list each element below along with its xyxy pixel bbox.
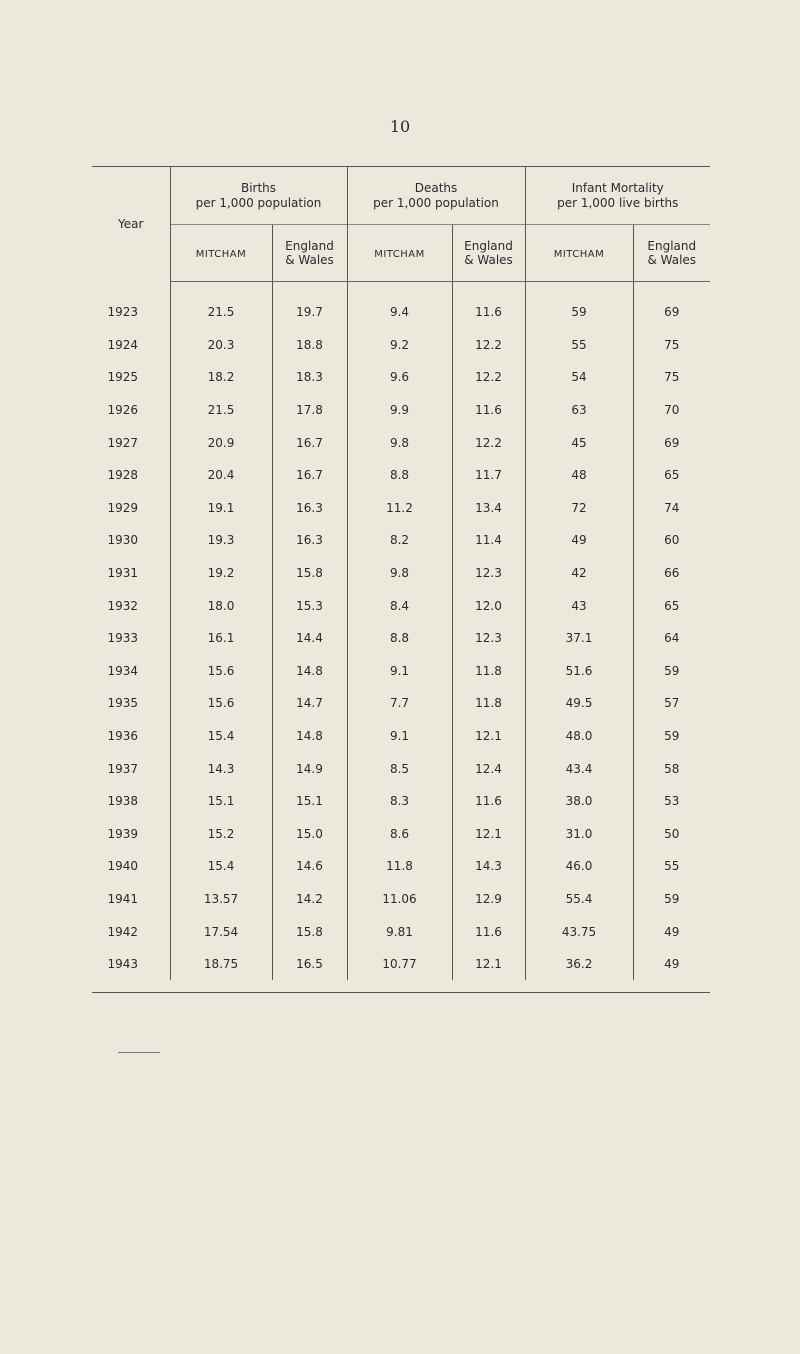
- table-row: [92, 282, 710, 329]
- deaths-subtitle: per 1,000 population: [373, 195, 499, 210]
- table-row: [92, 459, 710, 492]
- year-cell: 1937: [107, 761, 139, 776]
- infant-mitcham-cell: 43: [525, 589, 633, 622]
- infant-england-wales-cell: 60: [633, 524, 710, 557]
- deaths-mitcham-cell: 9.81: [347, 915, 452, 948]
- table-row: [92, 557, 710, 590]
- births-england-wales-cell: 16.7: [272, 459, 347, 492]
- year-cell: 1940: [107, 859, 139, 874]
- infant-england-wales-cell: 49: [633, 948, 710, 981]
- infant-mitcham-cell: 38.0: [525, 785, 633, 818]
- infant-mitcham-cell: 48: [525, 459, 633, 492]
- infant-mortality-title: Infant Mortality: [571, 181, 664, 196]
- births-england-wales-cell: 14.9: [272, 752, 347, 785]
- infant-england-wales-cell: 55: [633, 850, 710, 883]
- deaths-mitcham-cell: 8.3: [347, 785, 452, 818]
- births-mitcham-cell: 15.4: [170, 850, 272, 883]
- deaths-england-wales-cell: 12.9: [452, 883, 525, 916]
- infant-mitcham-cell: 36.2: [525, 948, 633, 981]
- infant-england-wales-cell: 50: [633, 818, 710, 851]
- births-mitcham-cell: 20.3: [170, 329, 272, 362]
- births-mitcham-cell: 13.57: [170, 883, 272, 916]
- infant-england-wales-cell: 64: [633, 622, 710, 655]
- births-mitcham-cell: 15.2: [170, 818, 272, 851]
- deaths-england-wales-cell: 11.6: [452, 915, 525, 948]
- infant-england-wales-cell: 70: [633, 394, 710, 427]
- table-row: [92, 915, 710, 948]
- table-header: [92, 167, 710, 282]
- table-row: [92, 655, 710, 688]
- infant-england-wales-cell: 69: [633, 426, 710, 459]
- table-row: [92, 622, 710, 655]
- table-row: [92, 785, 710, 818]
- year-cell: 1925: [107, 370, 139, 385]
- table-body: [92, 282, 710, 981]
- infant-england-wales-header: England & Wales: [633, 225, 710, 282]
- deaths-england-wales-cell: 11.8: [452, 687, 525, 720]
- year-cell: 1932: [107, 598, 139, 613]
- deaths-mitcham-cell: 9.9: [347, 394, 452, 427]
- births-mitcham-cell: 18.0: [170, 589, 272, 622]
- year-cell: 1933: [107, 631, 139, 646]
- deaths-mitcham-cell: 9.2: [347, 329, 452, 362]
- infant-mitcham-cell: 72: [525, 492, 633, 525]
- year-cell: 1939: [107, 826, 139, 841]
- infant-mitcham-cell: 55.4: [525, 883, 633, 916]
- deaths-england-wales-cell: 13.4: [452, 492, 525, 525]
- table-row: [92, 329, 710, 362]
- deaths-england-wales-cell: 11.6: [452, 394, 525, 427]
- table-row: [92, 818, 710, 851]
- year-cell: 1926: [107, 403, 139, 418]
- deaths-mitcham-cell: 8.2: [347, 524, 452, 557]
- table-row: [92, 687, 710, 720]
- decorative-dash: [118, 1052, 160, 1053]
- year-cell: 1930: [107, 533, 139, 548]
- deaths-england-wales-cell: 12.1: [452, 720, 525, 753]
- deaths-mitcham-cell: 8.8: [347, 459, 452, 492]
- infant-england-wales-cell: 59: [633, 883, 710, 916]
- table-row: [92, 752, 710, 785]
- year-cell: 1928: [107, 468, 139, 483]
- deaths-title: Deaths: [414, 181, 458, 196]
- infant-mortality-subtitle: per 1,000 live births: [557, 195, 679, 210]
- deaths-mitcham-cell: 9.8: [347, 426, 452, 459]
- infant-mitcham-cell: 49.5: [525, 687, 633, 720]
- deaths-england-wales-cell: 11.7: [452, 459, 525, 492]
- births-mitcham-cell: 15.6: [170, 655, 272, 688]
- deaths-mitcham-cell: 7.7: [347, 687, 452, 720]
- table-row: [92, 361, 710, 394]
- births-england-wales-cell: 14.8: [272, 655, 347, 688]
- infant-england-wales-cell: 65: [633, 459, 710, 492]
- births-england-wales-cell: 16.5: [272, 948, 347, 981]
- infant-england-wales-cell: 75: [633, 361, 710, 394]
- births-mitcham-cell: 17.54: [170, 915, 272, 948]
- births-mitcham-cell: 18.75: [170, 948, 272, 981]
- infant-england-wales-cell: 57: [633, 687, 710, 720]
- infant-england-wales-cell: 66: [633, 557, 710, 590]
- deaths-england-wales-cell: 12.1: [452, 818, 525, 851]
- deaths-england-wales-cell: 12.3: [452, 622, 525, 655]
- deaths-mitcham-cell: 8.6: [347, 818, 452, 851]
- births-england-wales-cell: 15.0: [272, 818, 347, 851]
- infant-mitcham-cell: 51.6: [525, 655, 633, 688]
- deaths-mitcham-cell: 11.2: [347, 492, 452, 525]
- births-mitcham-cell: 21.5: [170, 282, 272, 329]
- deaths-mitcham-cell: 11.06: [347, 883, 452, 916]
- table-row: [92, 883, 710, 916]
- infant-england-wales-cell: 69: [633, 282, 710, 329]
- deaths-england-wales-header: England & Wales: [452, 225, 525, 282]
- births-england-wales-cell: 15.8: [272, 915, 347, 948]
- year-cell: 1924: [107, 337, 139, 352]
- deaths-mitcham-cell: 9.1: [347, 655, 452, 688]
- births-mitcham-cell: 20.9: [170, 426, 272, 459]
- deaths-mitcham-cell: 9.4: [347, 282, 452, 329]
- births-england-wales-cell: 17.8: [272, 394, 347, 427]
- births-mitcham-cell: 18.2: [170, 361, 272, 394]
- births-england-wales-cell: 19.7: [272, 282, 347, 329]
- births-mitcham-cell: 15.6: [170, 687, 272, 720]
- table-row: [92, 394, 710, 427]
- births-england-wales-cell: 14.8: [272, 720, 347, 753]
- year-cell: 1923: [107, 305, 139, 320]
- deaths-mitcham-cell: 10.77: [347, 948, 452, 981]
- year-cell: 1938: [107, 794, 139, 809]
- births-mitcham-cell: 14.3: [170, 752, 272, 785]
- infant-england-wales-cell: 74: [633, 492, 710, 525]
- deaths-mitcham-header: MITCHAM: [347, 225, 452, 282]
- deaths-england-wales-cell: 12.1: [452, 948, 525, 981]
- infant-mitcham-header: MITCHAM: [525, 225, 633, 282]
- deaths-england-wales-cell: 12.2: [452, 361, 525, 394]
- year-cell: 1942: [107, 924, 139, 939]
- deaths-england-wales-cell: 12.4: [452, 752, 525, 785]
- deaths-mitcham-cell: 9.8: [347, 557, 452, 590]
- deaths-mitcham-cell: 9.6: [347, 361, 452, 394]
- infant-england-wales-cell: 53: [633, 785, 710, 818]
- infant-mitcham-cell: 42: [525, 557, 633, 590]
- infant-mitcham-cell: 59: [525, 282, 633, 329]
- table-row: [92, 426, 710, 459]
- infant-england-wales-cell: 58: [633, 752, 710, 785]
- births-mitcham-cell: 15.4: [170, 720, 272, 753]
- year-cell: 1935: [107, 696, 139, 711]
- table-row: [92, 948, 710, 981]
- year-cell: 1936: [107, 729, 139, 744]
- deaths-england-wales-cell: 12.3: [452, 557, 525, 590]
- year-cell: 1941: [107, 891, 139, 906]
- year-cell: 1931: [107, 566, 139, 581]
- births-england-wales-cell: 16.3: [272, 524, 347, 557]
- births-england-wales-cell: 14.7: [272, 687, 347, 720]
- table-row: [92, 589, 710, 622]
- infant-england-wales-cell: 59: [633, 655, 710, 688]
- deaths-mitcham-cell: 8.5: [347, 752, 452, 785]
- year-cell: 1934: [107, 663, 139, 678]
- infant-mitcham-cell: 31.0: [525, 818, 633, 851]
- infant-mitcham-cell: 43.75: [525, 915, 633, 948]
- infant-mitcham-cell: 54: [525, 361, 633, 394]
- births-england-wales-cell: 14.4: [272, 622, 347, 655]
- births-subtitle: per 1,000 population: [195, 195, 322, 210]
- births-england-wales-cell: 18.8: [272, 329, 347, 362]
- year-cell: 1929: [107, 500, 139, 515]
- deaths-england-wales-cell: 11.8: [452, 655, 525, 688]
- infant-mitcham-cell: 55: [525, 329, 633, 362]
- births-mitcham-cell: 19.1: [170, 492, 272, 525]
- deaths-mitcham-cell: 8.8: [347, 622, 452, 655]
- infant-england-wales-cell: 75: [633, 329, 710, 362]
- deaths-england-wales-cell: 12.0: [452, 589, 525, 622]
- deaths-england-wales-cell: 12.2: [452, 329, 525, 362]
- infant-mitcham-cell: 49: [525, 524, 633, 557]
- table-row: [92, 524, 710, 557]
- table-row: [92, 492, 710, 525]
- births-mitcham-cell: 21.5: [170, 394, 272, 427]
- births-mitcham-cell: 20.4: [170, 459, 272, 492]
- births-england-wales-cell: 16.3: [272, 492, 347, 525]
- births-title: Births: [240, 181, 277, 196]
- deaths-england-wales-cell: 12.2: [452, 426, 525, 459]
- births-england-wales-header: England & Wales: [272, 225, 347, 282]
- infant-mitcham-cell: 46.0: [525, 850, 633, 883]
- infant-mortality-group-header: [525, 167, 710, 225]
- infant-england-wales-cell: 49: [633, 915, 710, 948]
- deaths-england-wales-cell: 11.6: [452, 785, 525, 818]
- births-england-wales-cell: 14.6: [272, 850, 347, 883]
- deaths-mitcham-cell: 8.4: [347, 589, 452, 622]
- infant-mitcham-cell: 43.4: [525, 752, 633, 785]
- infant-mitcham-cell: 37.1: [525, 622, 633, 655]
- table-row: [92, 850, 710, 883]
- births-england-wales-cell: 15.8: [272, 557, 347, 590]
- births-mitcham-cell: 19.2: [170, 557, 272, 590]
- deaths-group-header: [347, 167, 525, 225]
- deaths-mitcham-cell: 11.8: [347, 850, 452, 883]
- deaths-england-wales-cell: 14.3: [452, 850, 525, 883]
- year-cell: 1943: [107, 957, 139, 972]
- infant-england-wales-cell: 65: [633, 589, 710, 622]
- births-mitcham-cell: 15.1: [170, 785, 272, 818]
- table-row: [92, 720, 710, 753]
- deaths-mitcham-cell: 9.1: [347, 720, 452, 753]
- infant-mitcham-cell: 63: [525, 394, 633, 427]
- births-england-wales-cell: 15.1: [272, 785, 347, 818]
- deaths-england-wales-cell: 11.6: [452, 282, 525, 329]
- births-england-wales-cell: 15.3: [272, 589, 347, 622]
- deaths-england-wales-cell: 11.4: [452, 524, 525, 557]
- births-england-wales-cell: 18.3: [272, 361, 347, 394]
- births-england-wales-cell: 14.2: [272, 883, 347, 916]
- year-header: Year: [118, 217, 144, 232]
- vital-statistics-table: [92, 166, 710, 993]
- births-mitcham-header: MITCHAM: [170, 225, 272, 282]
- year-cell: 1927: [107, 435, 139, 450]
- infant-england-wales-cell: 59: [633, 720, 710, 753]
- births-group-header: [170, 167, 347, 225]
- infant-mitcham-cell: 45: [525, 426, 633, 459]
- births-mitcham-cell: 19.3: [170, 524, 272, 557]
- page-number: 10: [389, 117, 411, 136]
- births-mitcham-cell: 16.1: [170, 622, 272, 655]
- infant-mitcham-cell: 48.0: [525, 720, 633, 753]
- births-england-wales-cell: 16.7: [272, 426, 347, 459]
